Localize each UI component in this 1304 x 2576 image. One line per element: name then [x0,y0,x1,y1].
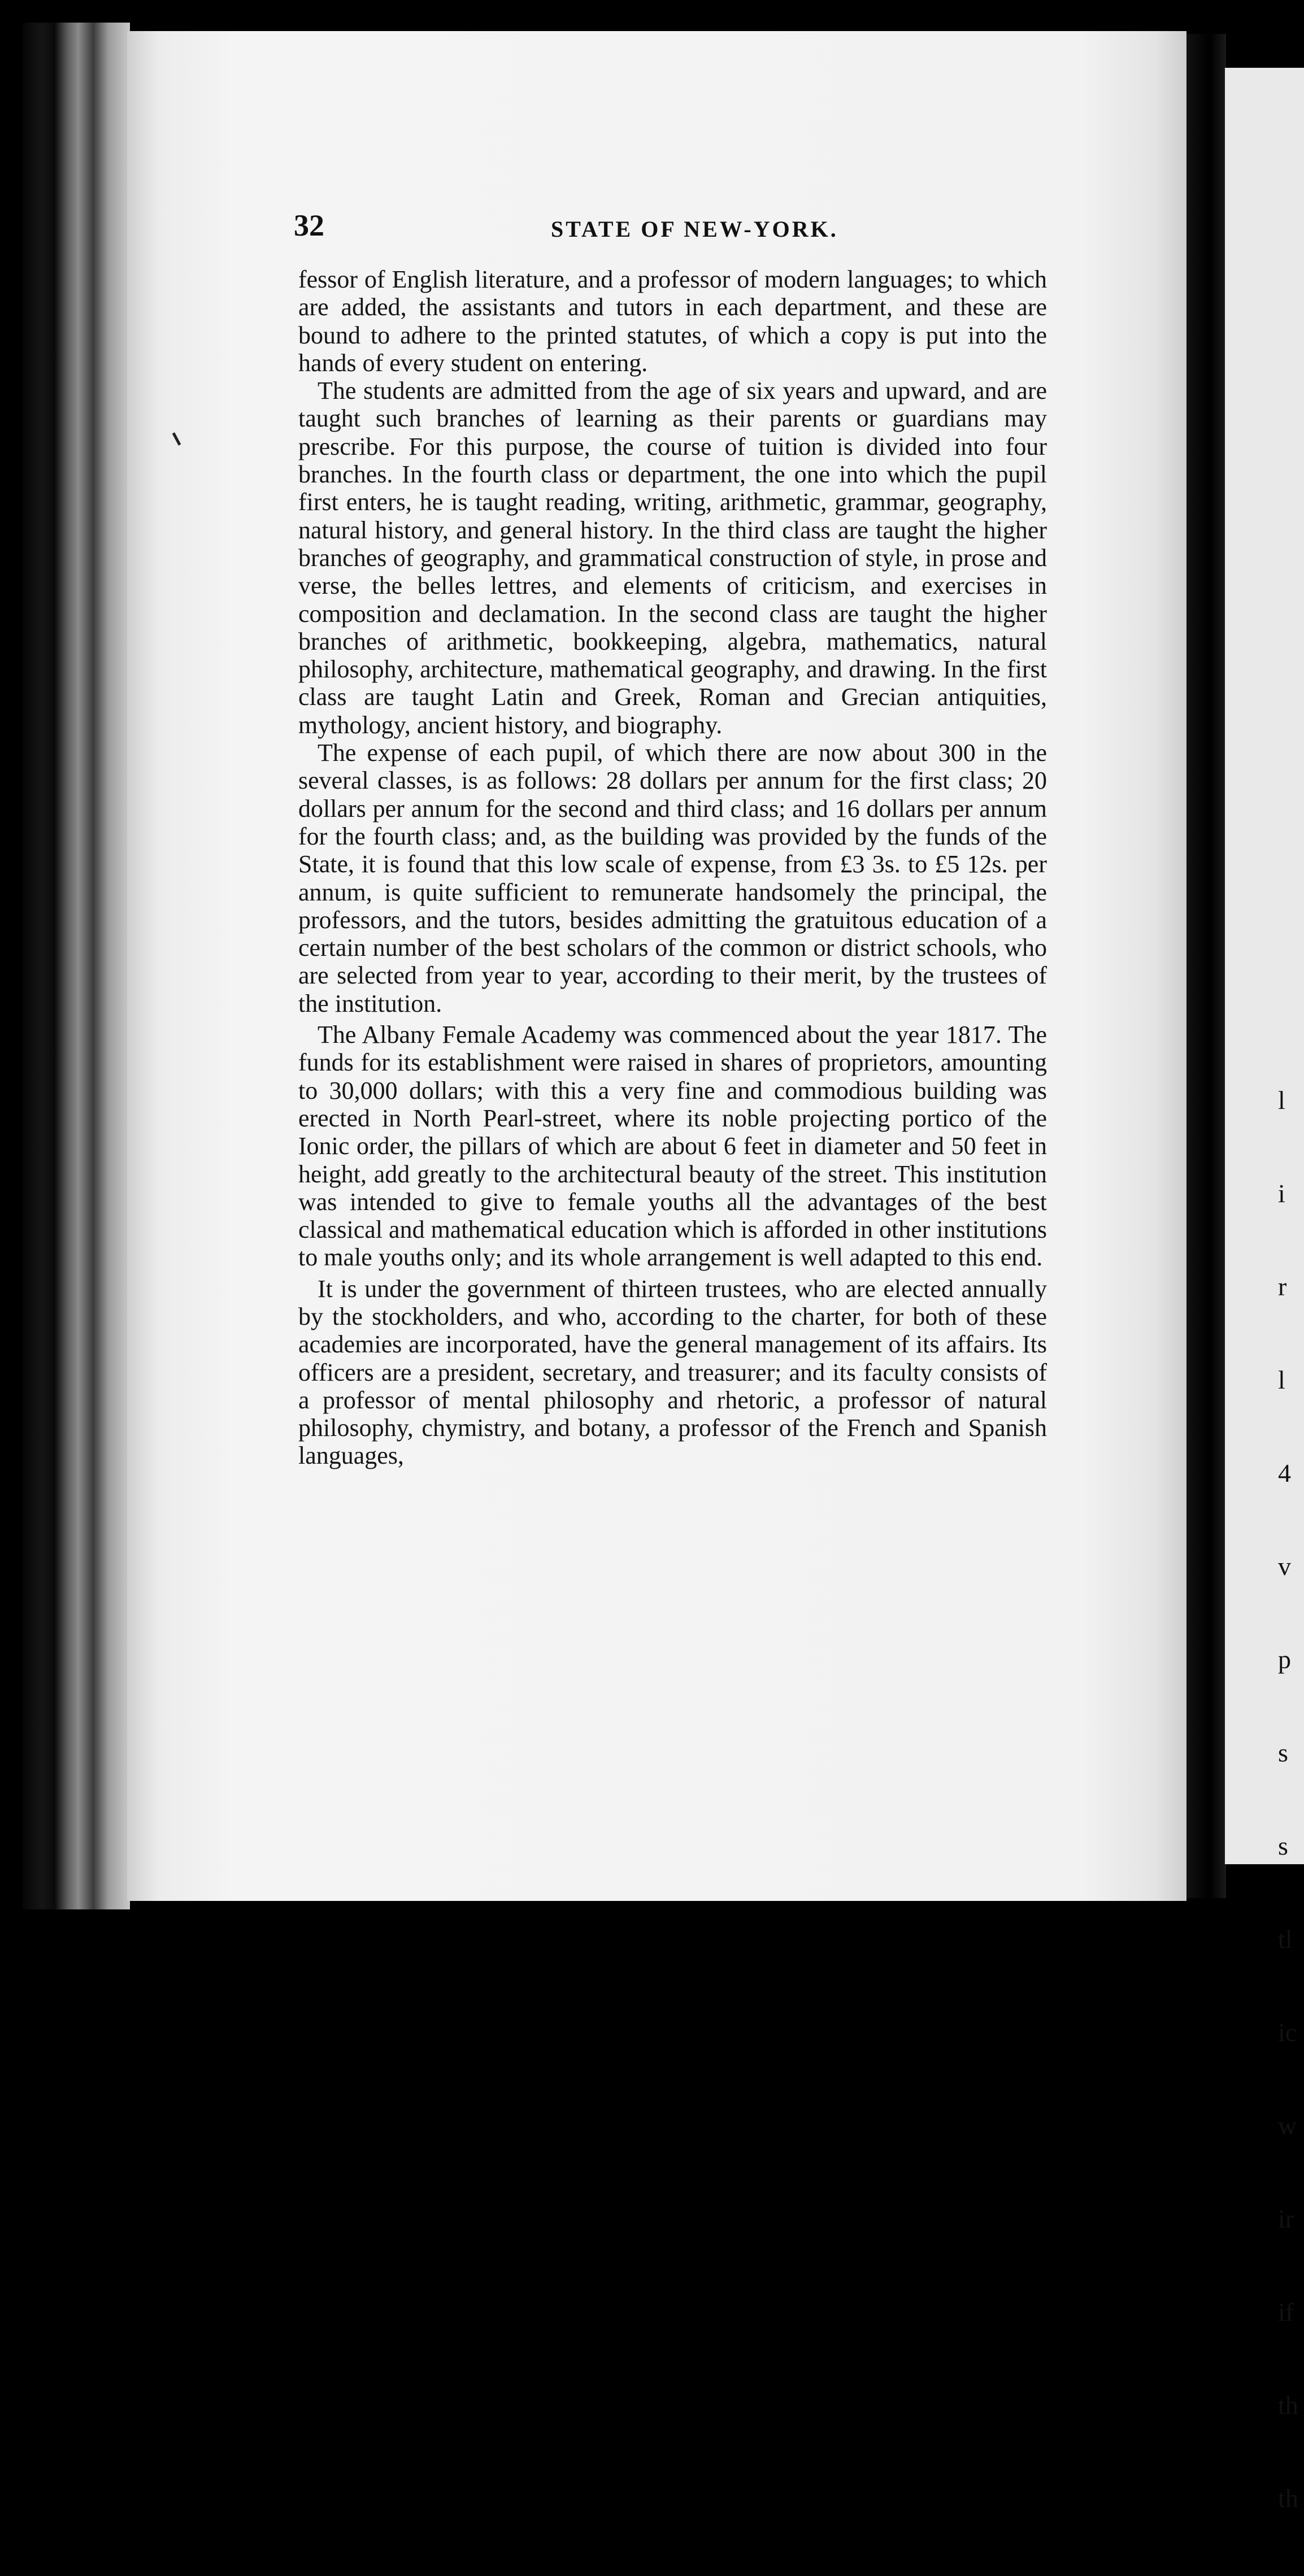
paragraph: The students are admitted from the age of six years and upward, and are taught such branches of learning as their parents or guardians may prescribe. For this purpose, the course of tuition is divided into four branches. In the fourth class or department, the one into which the pupil first enters, he is taught reading, writing, arithmetic, grammar, geography, natural history, and general history. In the third class are taught the higher branches of geography, and grammatical construction of style, in prose and verse, the belles lettres, and elements of criticism, and exercises in composition and declamation. In the second class are taught the higher branches of arithmetic, bookkeeping, algebra, mathematics, natural philosophy, architecture, mathematical geography, and drawing. In the first class are taught Latin and Greek, Roman and Grecian antiquities, mythology, ancient history, and biography. [298,377,1047,739]
facing-fragment: tl [1278,1925,1293,1953]
facing-fragment: ic [1278,2018,1297,2047]
facing-fragment: i [1278,1179,1285,1208]
facing-fragment: ir [1278,2204,1294,2233]
page-number: 32 [294,208,324,242]
facing-fragment: th [1278,2391,1298,2420]
facing-fragment: r [1278,1272,1287,1301]
running-head: STATE OF NEW-YORK. [551,216,838,242]
facing-fragment: s [1278,1831,1288,1860]
page-header [294,208,1051,247]
facing-page-text-fragments [1278,1022,1301,2576]
facing-fragment: w [1278,2111,1297,2140]
paragraph: fessor of English literature, and a professor of modern languages; to which are added, the assistants and tutors in each department, and these are bound to adhere to the printed statutes, of which a copy is put into the hands of every student on entering. [298,266,1047,377]
paragraph: The Albany Female Academy was commenced about the year 1817. The funds for its establishment were raised in shares of proprietors, amounting to 30,000 dollars; with this a very fine and commodious building was erected in North Pearl-street, where its noble projecting portico of the Ionic order, the pillars of which are about 6 feet in diameter and 50 feet in height, add greatly to the architectural beauty of the street. This institution was intended to give to female youths all the advantages of the best classical and mathematical education which is afforded in other institutions to male youths only; and its whole arrangement is well adapted to this end. [298,1021,1047,1272]
facing-fragment: l [1278,1365,1285,1394]
body-text [298,266,1047,1470]
book-spine-edge [23,23,130,1909]
facing-fragment: 4 [1278,1459,1291,1487]
facing-fragment: s [1278,1738,1288,1767]
page-gutter [1186,34,1226,1898]
facing-fragment: if [1278,2297,1294,2326]
facing-fragment: l [1278,1086,1285,1115]
facing-fragment: v [1278,1552,1291,1581]
facing-fragment: th [1278,2484,1298,2513]
paragraph: It is under the government of thirteen trustees, who are elected annually by the stockholders, and who, according to the charter, for both of these academies are incorporated, have the general management of its affairs. Its officers are a president, secretary, and treasurer; and its faculty consists of a professor of mental philosophy and rhetoric, a professor of natural philosophy, chymistry, and botany, a professor of the French and Spanish languages, [298,1274,1047,1470]
paragraph: The expense of each pupil, of which there are now about 300 in the several classes, is as follows: 28 dollars per annum for the first class; 20 dollars per annum for the second and third class; and 16 dollars per annum for the fourth class; and, as the building was provided by the funds of the State, it is found that this low scale of expense, from £3 3s. to £5 12s. per annum, is quite sufficient to remunerate handsomely the principal, the professors, and the tutors, besides admitting the gratuitous education of a certain number of the best scholars of the common or district schools, who are selected from year to year, according to their merit, by the trustees of the institution. [298,739,1047,1017]
facing-fragment: p [1278,1645,1291,1674]
